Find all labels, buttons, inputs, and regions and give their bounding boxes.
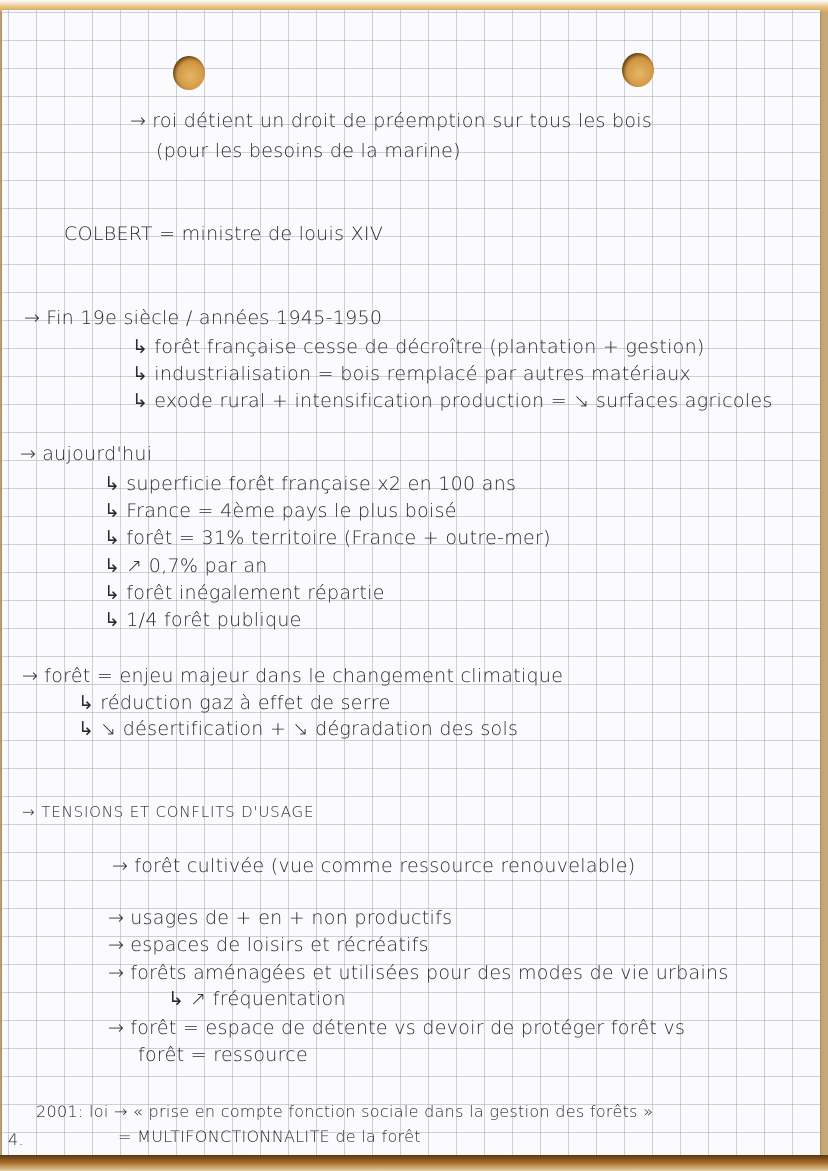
note-line: → Fin 19e siècle / années 1945-1950 — [24, 307, 383, 329]
note-line: = MULTIFONCTIONNALITE de la forêt — [118, 1127, 421, 1146]
note-line: (pour les besoins de la marine) — [156, 140, 461, 162]
return-arrow-icon: ↳ — [132, 363, 149, 385]
note-line: forêt = ressource — [138, 1044, 309, 1066]
note-line: 2001: loi → « prise en compte fonction sociale dans la gestion des forêts » — [36, 1102, 654, 1121]
note-line: ↳ ↗ 0,7% par an — [104, 555, 268, 577]
note-line: → usages de + en + non productifs — [108, 907, 453, 929]
note-line: ↳ superficie forêt française x2 en 100 ans — [104, 473, 517, 495]
return-arrow-icon: ↳ — [132, 336, 149, 358]
note-line: → forêts aménagées et utilisées pour des modes de vie urbains — [108, 962, 729, 984]
return-arrow-icon: ↳ — [78, 692, 95, 714]
arrow-icon: → — [108, 962, 125, 984]
note-line: ↳ France = 4ème pays le plus boisé — [104, 500, 457, 522]
arrow-icon: → — [20, 443, 37, 465]
return-arrow-icon: ↳ — [104, 500, 121, 522]
note-line: ↳ exode rural + intensification production = ↘ surfaces agricoles — [132, 390, 773, 412]
arrow-icon: → — [22, 665, 39, 687]
arrow-icon: → — [108, 934, 125, 956]
punch-hole-right — [622, 53, 654, 87]
note-line: ↳ industrialisation = bois remplacé par autres matériaux — [132, 363, 692, 385]
note-line: → forêt = espace de détente vs devoir de protéger forêt vs — [108, 1017, 686, 1039]
return-arrow-icon: ↳ — [104, 527, 121, 549]
arrow-icon: → — [112, 855, 129, 877]
return-arrow-icon: ↳ — [104, 473, 121, 495]
arrow-icon: → — [130, 110, 147, 132]
punch-hole-left — [173, 56, 205, 90]
note-line: ↳ forêt inégalement répartie — [104, 582, 385, 604]
arrow-icon: → — [24, 307, 41, 329]
return-arrow-icon: ↳ — [168, 988, 185, 1010]
return-arrow-icon: ↳ — [132, 390, 149, 412]
note-line: ↳ ↗ fréquentation — [168, 988, 346, 1010]
section-heading: → TENSIONS ET CONFLITS D'USAGE — [22, 803, 315, 821]
note-line: ↳ ↘ désertification + ↘ dégradation des sols — [78, 718, 519, 740]
note-line: → aujourd'hui — [20, 443, 153, 465]
note-line: ↳ réduction gaz à effet de serre — [78, 692, 391, 714]
note-line: ↳ forêt française cesse de décroître (plantation + gestion) — [132, 336, 705, 358]
return-arrow-icon: ↳ — [104, 582, 121, 604]
return-arrow-icon: ↳ — [78, 718, 95, 740]
arrow-icon: → — [108, 1017, 125, 1039]
note-line: → espaces de loisirs et récréatifs — [108, 934, 429, 956]
note-line: → forêt cultivée (vue comme ressource renouvelable) — [112, 855, 636, 877]
note-line: → roi détient un droit de préemption sur tous les bois — [130, 110, 653, 132]
note-line: → forêt = enjeu majeur dans le changement climatique — [22, 665, 564, 687]
return-arrow-icon: ↳ — [104, 609, 121, 631]
arrow-icon: → — [22, 803, 36, 821]
note-line: ↳ forêt = 31% territoire (France + outre-mer) — [104, 527, 551, 549]
page-number: 4. — [8, 1130, 24, 1149]
note-heading: COLBERT = ministre de louis XIV — [64, 223, 384, 245]
return-arrow-icon: ↳ — [104, 555, 121, 577]
paper-bottom-edge — [0, 1155, 828, 1171]
note-line: ↳ 1/4 forêt publique — [104, 609, 302, 631]
arrow-icon: → — [108, 907, 125, 929]
